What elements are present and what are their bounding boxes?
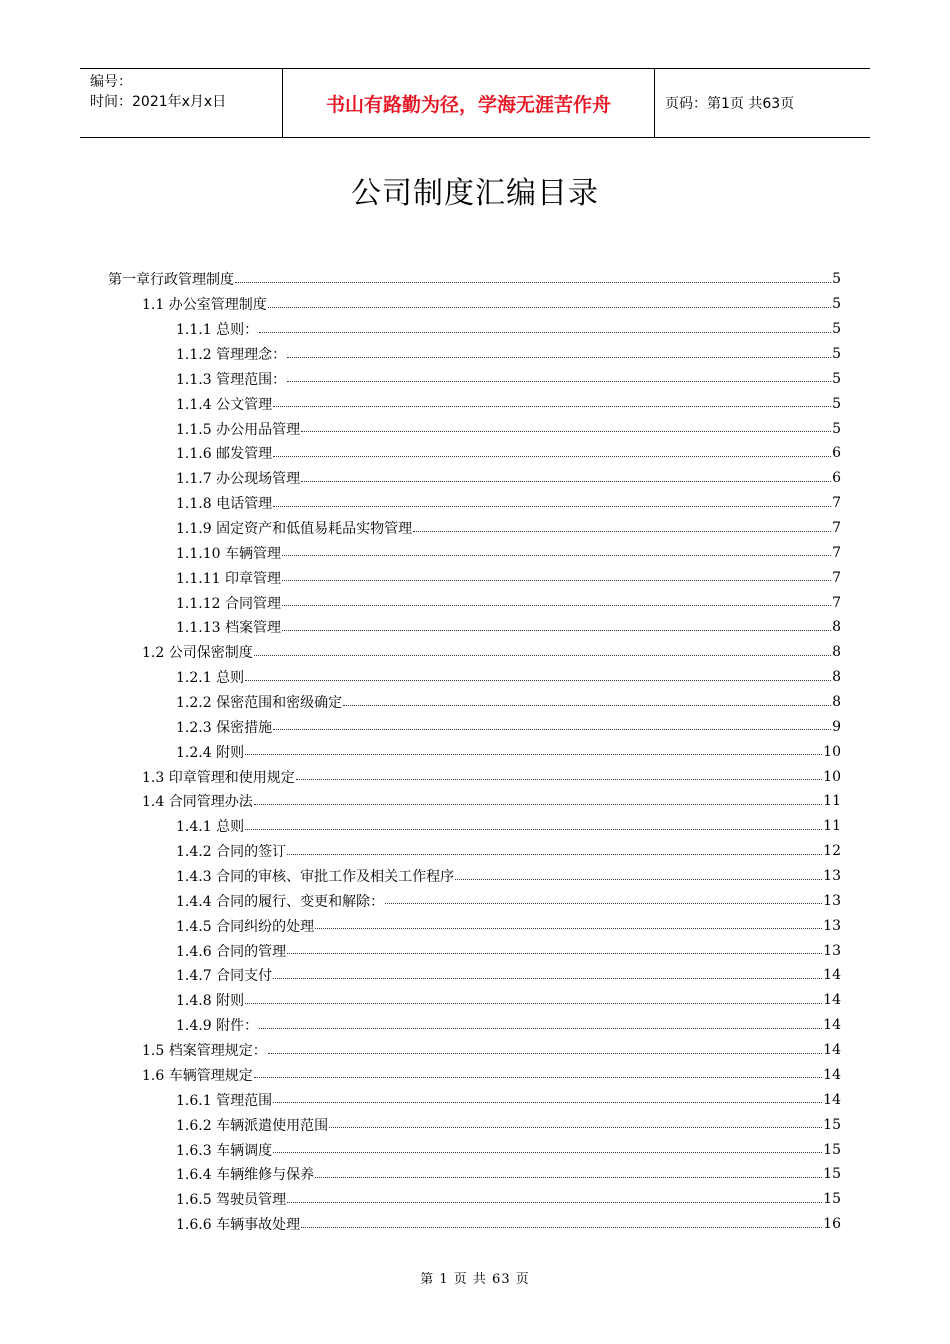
toc-entry[interactable] bbox=[108, 690, 841, 715]
toc-entry[interactable] bbox=[108, 391, 841, 416]
toc-entry-page: 5 bbox=[832, 296, 841, 313]
toc-entry[interactable] bbox=[108, 888, 841, 913]
toc-entry[interactable] bbox=[108, 913, 841, 938]
toc-entry-page: 16 bbox=[823, 1216, 841, 1233]
toc-entry[interactable] bbox=[108, 292, 841, 317]
toc-entry-label: 1.1.1 总则： bbox=[176, 322, 259, 339]
toc-entry[interactable] bbox=[108, 764, 841, 789]
toc-entry-page: 15 bbox=[823, 1191, 841, 1208]
toc-leader-dots bbox=[273, 729, 831, 730]
toc-entry[interactable] bbox=[108, 640, 841, 665]
toc-entry-label: 1.1.12 合同管理 bbox=[176, 595, 281, 612]
toc-leader-dots bbox=[245, 829, 822, 830]
toc-leader-dots bbox=[455, 879, 822, 880]
header-meta bbox=[80, 69, 282, 137]
toc-entry-label: 1.1.11 印章管理 bbox=[176, 570, 281, 587]
toc-leader-dots bbox=[287, 381, 831, 382]
toc-entry[interactable] bbox=[108, 1162, 841, 1187]
toc-entry[interactable] bbox=[108, 988, 841, 1013]
toc-entry-label: 1.4.9 附件： bbox=[176, 1018, 259, 1035]
toc-entry-label: 1.6.2 车辆派遣使用范围 bbox=[176, 1117, 329, 1134]
toc-leader-dots bbox=[268, 1053, 822, 1054]
toc-leader-dots bbox=[259, 332, 831, 333]
toc-entry-page: 14 bbox=[823, 1042, 841, 1059]
toc-entry[interactable] bbox=[108, 864, 841, 889]
toc-entry-page: 5 bbox=[832, 321, 841, 338]
toc-leader-dots bbox=[245, 1003, 822, 1004]
toc-entry-label: 1.1.7 办公现场管理 bbox=[176, 471, 301, 488]
toc-entry-label: 1.4.6 合同的管理 bbox=[176, 943, 287, 960]
toc-entry-label: 1.1.9 固定资产和低值易耗品实物管理 bbox=[176, 521, 413, 538]
toc-leader-dots bbox=[273, 406, 831, 407]
toc-entry[interactable] bbox=[108, 665, 841, 690]
toc-entry-label: 1.1.2 管理理念： bbox=[176, 347, 287, 363]
page-header bbox=[80, 68, 870, 138]
toc-entry-label: 1.4.4 合同的履行、变更和解除： bbox=[176, 893, 385, 910]
header-motto: 书山有路勤为径，学海无涯苦作舟 bbox=[325, 93, 611, 116]
toc-entry-label: 1.1.6 邮发管理 bbox=[176, 446, 273, 463]
toc-entry[interactable] bbox=[108, 540, 841, 565]
toc-entry-label: 1.1.8 电话管理 bbox=[176, 496, 273, 513]
toc-entry-label: 第一章行政管理制度 bbox=[108, 272, 234, 289]
table-of-contents bbox=[108, 267, 841, 1237]
toc-leader-dots bbox=[301, 481, 831, 482]
number-label: 编号： bbox=[90, 74, 132, 90]
toc-entry[interactable] bbox=[108, 1038, 841, 1063]
toc-entry-label: 1.6.3 车辆调度 bbox=[176, 1142, 273, 1159]
toc-entry-page: 10 bbox=[823, 743, 841, 760]
toc-leader-dots bbox=[287, 854, 822, 855]
toc-entry-page: 15 bbox=[823, 1141, 841, 1158]
toc-leader-dots bbox=[287, 953, 822, 954]
toc-entry-label: 1.3 印章管理和使用规定 bbox=[142, 769, 295, 786]
toc-entry[interactable] bbox=[108, 565, 841, 590]
toc-entry-page: 5 bbox=[832, 370, 841, 387]
toc-entry[interactable] bbox=[108, 814, 841, 839]
toc-entry-label: 1.2.3 保密措施 bbox=[176, 719, 273, 736]
toc-entry-page: 8 bbox=[832, 669, 841, 686]
toc-entry[interactable] bbox=[108, 1087, 841, 1112]
toc-entry-page: 7 bbox=[832, 495, 841, 512]
toc-leader-dots bbox=[282, 580, 831, 581]
toc-entry-label: 1.1.10 车辆管理 bbox=[176, 545, 281, 562]
toc-entry[interactable] bbox=[108, 1063, 841, 1088]
toc-leader-dots bbox=[282, 605, 831, 606]
header-motto-cell bbox=[282, 69, 655, 137]
toc-entry-page: 6 bbox=[832, 470, 841, 487]
toc-leader-dots bbox=[385, 903, 822, 904]
toc-entry[interactable] bbox=[108, 317, 841, 342]
toc-leader-dots bbox=[296, 779, 822, 780]
toc-entry[interactable] bbox=[108, 938, 841, 963]
toc-leader-dots bbox=[287, 1202, 822, 1203]
toc-entry-page: 7 bbox=[832, 520, 841, 537]
toc-entry-page: 14 bbox=[823, 1066, 841, 1083]
toc-entry[interactable] bbox=[108, 441, 841, 466]
toc-entry-page: 5 bbox=[832, 420, 841, 437]
toc-entry-page: 15 bbox=[823, 1116, 841, 1133]
toc-entry[interactable] bbox=[108, 615, 841, 640]
toc-entry-page: 11 bbox=[823, 818, 841, 835]
toc-entry-page: 15 bbox=[823, 1166, 841, 1183]
toc-entry-label: 1.1 办公室管理制度 bbox=[142, 297, 267, 314]
toc-entry[interactable] bbox=[108, 1137, 841, 1162]
toc-entry[interactable] bbox=[108, 789, 841, 814]
toc-leader-dots bbox=[329, 1127, 822, 1128]
toc-entry-label: 1.1.13 档案管理 bbox=[176, 620, 281, 637]
toc-entry-label: 1.4.8 附则 bbox=[176, 993, 245, 1010]
toc-entry[interactable] bbox=[108, 739, 841, 764]
toc-entry-page: 5 bbox=[832, 346, 841, 362]
toc-entry[interactable] bbox=[108, 267, 841, 292]
toc-leader-dots bbox=[287, 357, 831, 358]
toc-leader-dots bbox=[273, 978, 822, 979]
toc-entry[interactable] bbox=[108, 1212, 841, 1237]
toc-entry[interactable] bbox=[108, 714, 841, 739]
toc-entry-page: 5 bbox=[832, 395, 841, 412]
toc-leader-dots bbox=[282, 630, 831, 631]
toc-entry-page: 14 bbox=[823, 967, 841, 984]
toc-entry-page: 13 bbox=[823, 942, 841, 959]
toc-entry-label: 1.1.4 公文管理 bbox=[176, 396, 273, 413]
toc-entry-label: 1.6.5 驾驶员管理 bbox=[176, 1192, 287, 1209]
toc-leader-dots bbox=[273, 1102, 822, 1103]
toc-entry-label: 1.2.1 总则 bbox=[176, 670, 245, 687]
toc-leader-dots bbox=[315, 928, 822, 929]
toc-entry[interactable] bbox=[108, 416, 841, 441]
toc-entry-page: 8 bbox=[832, 644, 841, 661]
toc-entry[interactable] bbox=[108, 963, 841, 988]
toc-leader-dots bbox=[259, 1028, 822, 1029]
header-page-info-cell bbox=[655, 69, 870, 137]
toc-entry-label: 1.2.4 附则 bbox=[176, 744, 245, 761]
page-title: 公司制度汇编目录 bbox=[351, 176, 599, 211]
toc-entry[interactable] bbox=[108, 1013, 841, 1038]
toc-entry-page: 8 bbox=[832, 619, 841, 636]
toc-entry-page: 6 bbox=[832, 445, 841, 462]
toc-entry-page: 14 bbox=[823, 1091, 841, 1108]
toc-entry[interactable] bbox=[108, 1112, 841, 1137]
toc-entry-label: 1.4.5 合同纠纷的处理 bbox=[176, 918, 315, 935]
toc-leader-dots bbox=[235, 282, 831, 283]
toc-entry-label: 1.1.3 管理范围： bbox=[176, 371, 287, 388]
toc-leader-dots bbox=[254, 804, 822, 805]
toc-entry[interactable] bbox=[108, 590, 841, 615]
toc-leader-dots bbox=[245, 754, 822, 755]
header-page-info: 页码：第1页 共63页 bbox=[665, 96, 795, 112]
toc-leader-dots bbox=[301, 431, 831, 432]
toc-entry-page: 8 bbox=[832, 694, 841, 711]
toc-leader-dots bbox=[282, 555, 831, 556]
toc-leader-dots bbox=[254, 655, 831, 656]
toc-entry[interactable] bbox=[108, 516, 841, 541]
toc-entry-page: 9 bbox=[832, 718, 841, 735]
page-footer: 第 1 页 共 63 页 bbox=[420, 1272, 530, 1287]
toc-leader-dots bbox=[245, 680, 831, 681]
toc-entry-page: 10 bbox=[823, 768, 841, 785]
toc-leader-dots bbox=[273, 506, 831, 507]
toc-entry-page: 12 bbox=[823, 843, 841, 860]
toc-leader-dots bbox=[301, 1227, 822, 1228]
toc-entry-page: 11 bbox=[823, 793, 841, 810]
toc-entry-label: 1.4.1 总则 bbox=[176, 819, 245, 836]
toc-leader-dots bbox=[343, 705, 831, 706]
time-label: 时间：2021年x月x日 bbox=[90, 94, 227, 110]
toc-entry[interactable] bbox=[108, 839, 841, 864]
toc-entry-label: 1.2 公司保密制度 bbox=[142, 645, 253, 662]
toc-entry-label: 1.5 档案管理规定： bbox=[142, 1043, 267, 1060]
toc-leader-dots bbox=[413, 531, 831, 532]
toc-leader-dots bbox=[254, 1077, 822, 1078]
toc-entry-page: 7 bbox=[832, 544, 841, 561]
toc-entry-page: 7 bbox=[832, 569, 841, 586]
toc-entry-label: 1.6.4 车辆维修与保养 bbox=[176, 1167, 315, 1184]
toc-entry-label: 1.6.1 管理范围 bbox=[176, 1092, 273, 1109]
toc-entry-page: 5 bbox=[832, 271, 841, 288]
toc-entry-page: 13 bbox=[823, 917, 841, 934]
toc-leader-dots bbox=[273, 456, 831, 457]
toc-leader-dots bbox=[273, 1152, 822, 1153]
toc-entry-label: 1.4.3 合同的审核、审批工作及相关工作程序 bbox=[176, 869, 455, 886]
toc-entry[interactable] bbox=[108, 491, 841, 516]
toc-entry-label: 1.4.7 合同支付 bbox=[176, 968, 273, 985]
toc-entry-page: 14 bbox=[823, 992, 841, 1009]
toc-leader-dots bbox=[268, 307, 831, 308]
toc-entry-page: 14 bbox=[823, 1017, 841, 1034]
toc-entry[interactable] bbox=[108, 342, 841, 367]
toc-entry-label: 1.4.2 合同的签订 bbox=[176, 844, 287, 861]
toc-entry-page: 7 bbox=[832, 594, 841, 611]
toc-entry-page: 13 bbox=[823, 892, 841, 909]
toc-entry[interactable] bbox=[108, 366, 841, 391]
toc-entry-page: 13 bbox=[823, 868, 841, 885]
toc-entry[interactable] bbox=[108, 466, 841, 491]
toc-leader-dots bbox=[315, 1177, 822, 1178]
toc-entry-label: 1.2.2 保密范围和密级确定 bbox=[176, 695, 343, 712]
toc-entry-label: 1.6.6 车辆事故处理 bbox=[176, 1217, 301, 1234]
toc-entry-label: 1.6 车辆管理规定 bbox=[142, 1067, 253, 1084]
toc-entry[interactable] bbox=[108, 1187, 841, 1212]
toc-entry-label: 1.4 合同管理办法 bbox=[142, 794, 253, 811]
toc-entry-label: 1.1.5 办公用品管理 bbox=[176, 421, 301, 438]
